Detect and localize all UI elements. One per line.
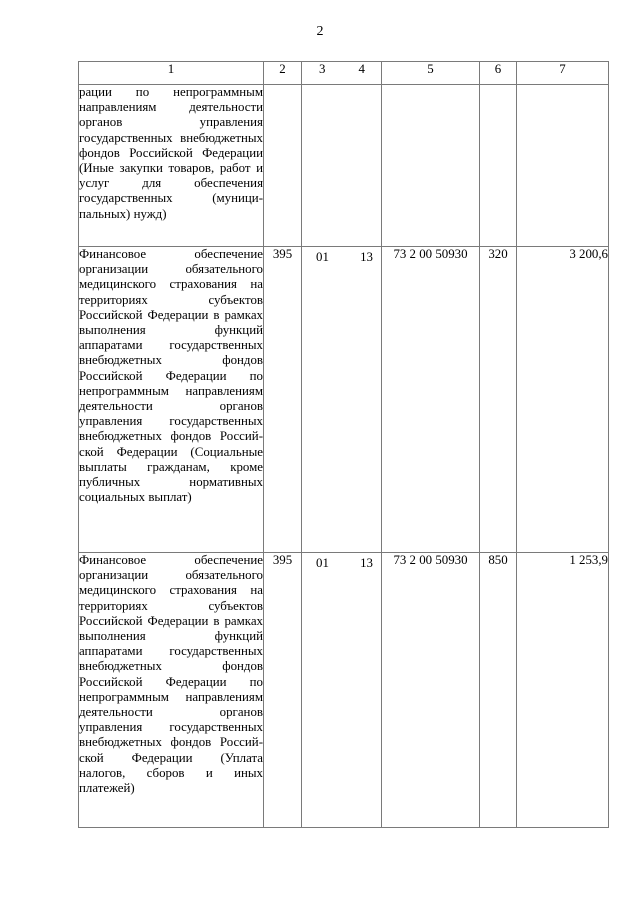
table-header-row [79, 62, 609, 85]
row-section-subsection [302, 247, 382, 553]
row-admin-code [264, 85, 302, 247]
row-expense-type: 320 [480, 247, 517, 553]
column-header-3: 3 [319, 62, 326, 76]
column-header-4: 4 [358, 62, 365, 76]
row-admin-code: 395 [264, 247, 302, 553]
row-subsection: 13 [360, 556, 373, 570]
row-expense-type: 850 [480, 553, 517, 828]
row-section: 01 [316, 556, 329, 570]
row-description: рации по непрограммным направлениям деятельности органов управления государственных внебюджетных фондов Российской Федерации (Иные закупки товаров, работ и услуг для обеспечения государственных (муниципальных) нужд) [79, 85, 264, 247]
column-header-5: 5 [382, 62, 480, 85]
row-target-article: 73 2 00 50930 [382, 553, 480, 828]
row-section-subsection [302, 85, 382, 247]
table-row [79, 85, 609, 247]
page-number: 2 [316, 24, 324, 39]
row-subsection: 13 [360, 250, 373, 264]
row-amount: 3 200,6 [517, 247, 609, 553]
row-target-article [382, 85, 480, 247]
row-target-article: 73 2 00 50930 [382, 247, 480, 553]
row-section: 01 [316, 250, 329, 264]
row-amount [517, 85, 609, 247]
table-row [79, 553, 609, 828]
column-header-1: 1 [79, 62, 264, 85]
row-section-subsection [302, 553, 382, 828]
row-description: Финансовое обеспечение организации обязательного медицинского страхования на территориях субъектов Российской Федерации в рамках выполнения функций аппаратами государственных внебюджетных фондов Российской Федерации по непрограммным направлениям деятельности органов управления государственных внебюджетных фондов Российской Федерации (Уплата налогов, сборов и иных платежей) [79, 553, 264, 828]
row-amount: 1 253,9 [517, 553, 609, 828]
column-header-3-4 [302, 62, 382, 85]
column-header-7: 7 [517, 62, 609, 85]
row-description: Финансовое обеспечение организации обязательного медицинского страхования на территориях субъектов Российской Федерации в рамках выполнения функций аппаратами государственных внебюджетных фондов Российской Федерации по непрограммным направлениям деятельности органов управления государственных внебюджетных фондов Российской Федерации (Социальные выплаты гражданам, кроме публичных нормативных социальных выплат) [79, 247, 264, 553]
column-header-2: 2 [264, 62, 302, 85]
row-admin-code: 395 [264, 553, 302, 828]
column-header-6: 6 [480, 62, 517, 85]
row-expense-type [480, 85, 517, 247]
table-row [79, 247, 609, 553]
budget-table [78, 61, 609, 828]
